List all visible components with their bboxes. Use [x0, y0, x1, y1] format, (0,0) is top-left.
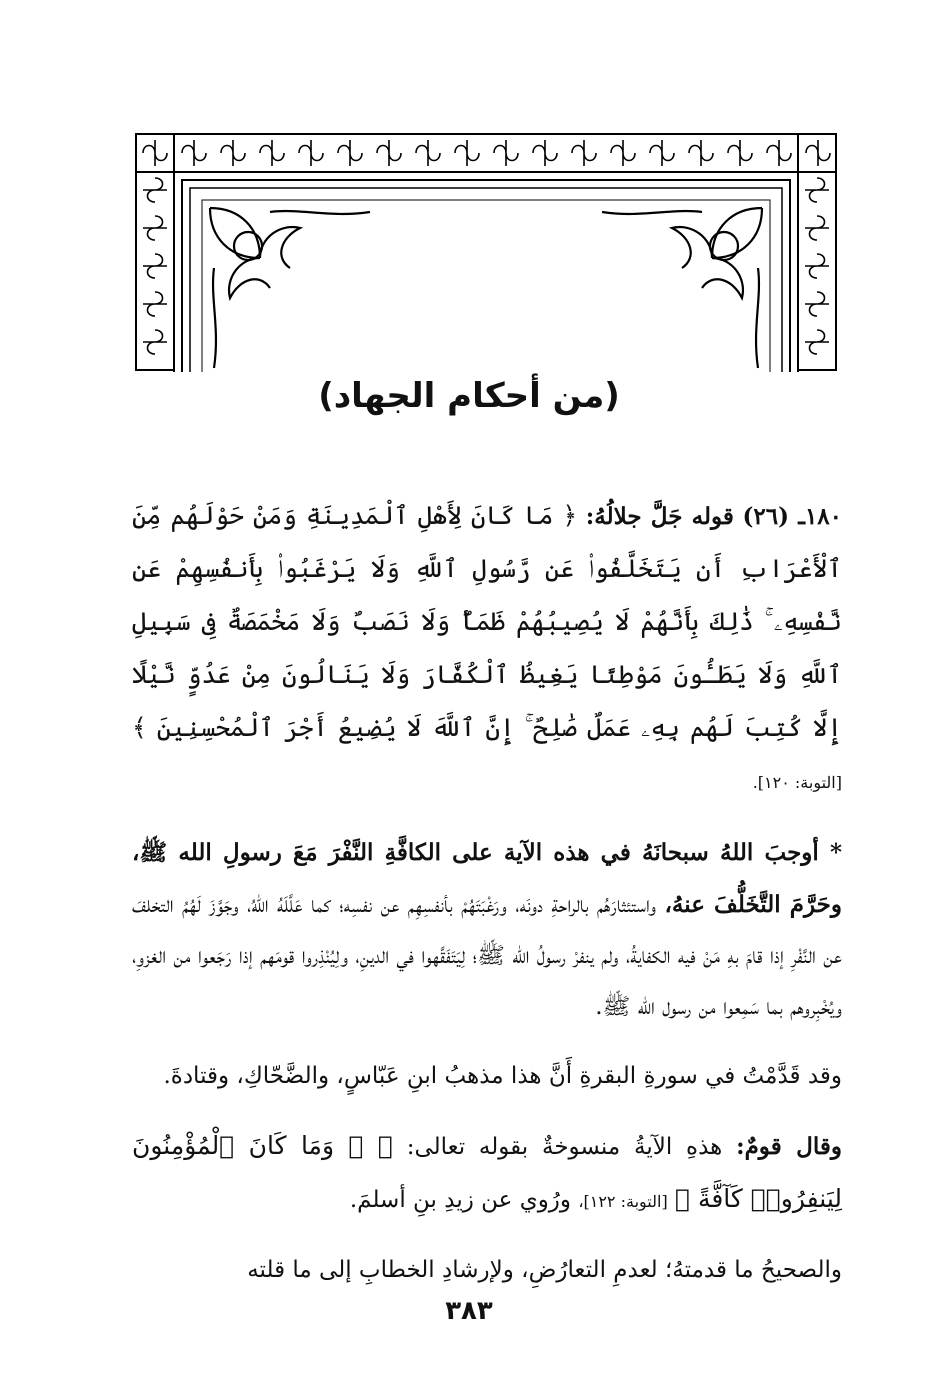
- page-heading: (من أحكام الجهاد): [318, 376, 620, 416]
- paragraph-ruling: [132, 827, 842, 1033]
- ruling-body: واستئثارَهُم بالراحةِ دونَه، ورَغْبَتَهُمْ بأنفسِهِم عن نفسِه؛ كما عَلَّلَهُ اللهُ، وجَوَّزَ لَهُمُ التخلفَ عن النَّفْرِ إذا قامَ بهِ مَنْ فيه الكفايةُ، ولم ينفرْ رسولُ الله ﷺ؛ لِيَتَفَقَّهوا في الدينِ، ولِيُنْذِروا قومَهم إذا رَجَعوا من الغزوِ، ويُخْبِروهم بما سَمِعوا من رسول الله ﷺ.: [132, 892, 842, 1020]
- page-body: [132, 490, 842, 1314]
- page-number: ٣٨٣: [445, 1296, 493, 1326]
- abrogation-text: هذهِ الآيةُ منسوخةٌ بقوله تعالى:: [406, 1134, 723, 1160]
- paragraph-180: [132, 490, 842, 809]
- quran-verse: ﴿ مَا كَانَ لِأَهْلِ ٱلْمَدِينَةِ وَمَنْ حَوْلَهُم مِّنَ ٱلْأَعْرَابِ أَن يَتَخَلَّفُوا۟ عَن رَّسُولِ ٱللَّهِ وَلَا يَرْغَبُوا۟ بِأَنفُسِهِمْ عَن نَّفْسِهِۦ ۚ ذَٰلِكَ بِأَنَّهُمْ لَا يُصِيبُهُمْ ظَمَأٌ وَلَا نَصَبٌ وَلَا مَخْمَصَةٌ فِى سَبِيلِ ٱللَّهِ وَلَا يَطَـُٔونَ مَوْطِئًا يَغِيظُ ٱلْكُفَّارَ وَلَا يَنَالُونَ مِنْ عَدُوٍّ نَّيْلًا إِلَّا كُتِبَ لَهُم بِهِۦ عَمَلٌ صَٰلِحٌ ۚ إِنَّ ٱللَّهَ لَا يُضِيعُ أَجْرَ ٱلْمُحْسِنِينَ ﴾: [132, 501, 842, 742]
- entry-number: ١٨٠ـ (٢٦): [742, 503, 842, 530]
- verse-reference: [التوبة: ١٢٠].: [752, 773, 842, 792]
- ruling-lead: * أوجبَ اللهُ سبحانَهُ في هذه الآية على الكافَّةِ النَّفْرَ مَعَ رسولِ الله ﷺ، وحَرَّمَ التَّخَلُّفَ عنهُ،: [132, 839, 843, 918]
- abrogation-lead: وقال قومٌ:: [736, 1133, 842, 1160]
- opinion-text: وقد قَدَّمْتُ في سورةِ البقرةِ أَنَّ هذا مذهبُ ابنِ عَبّاسٍ، والضَّحّاكِ، وقتادةَ.: [163, 1063, 842, 1089]
- verse-reference-2: [التوبة: ١٢٢]،: [578, 1192, 668, 1211]
- ornamental-frame: [130, 128, 842, 376]
- entry-intro: قوله جَلَّ جلالُهُ:: [585, 503, 734, 530]
- paragraph-abrogation: [132, 1120, 842, 1227]
- paragraph-conclusion: [132, 1245, 842, 1296]
- quran-verse-2: ﴿ ۞ وَمَا كَانَ ٱلْمُؤْمِنُونَ لِيَنفِرُوا۟ كَآفَّةً ﴾: [132, 1131, 842, 1213]
- paragraph-opinion: [132, 1051, 842, 1102]
- conclusion-text: والصحيحُ ما قدمتهُ؛ لعدمِ التعارُضِ، ولإرشادِ الخطابِ إلى ما قلته: [247, 1257, 842, 1283]
- abrogation-tail: ورُوي عن زيدِ بنِ أسلمَ.: [349, 1187, 572, 1213]
